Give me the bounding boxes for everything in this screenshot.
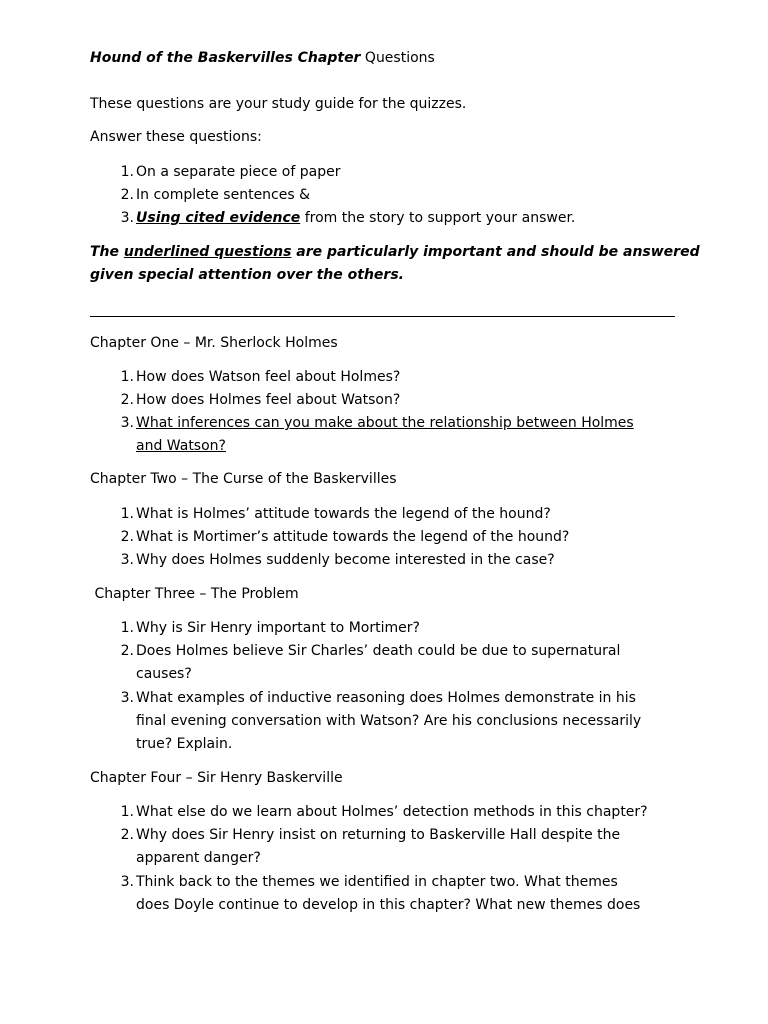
question-text: How does Holmes feel about Watson? (136, 392, 401, 408)
question-text: Why does Sir Henry insist on returning to Baskerville Hall despite the (136, 827, 621, 843)
question-number: 1. (120, 506, 134, 522)
intro-line-1: These questions are your study guide for the quizzes. (90, 96, 467, 112)
note-underlined: underlined questions (123, 244, 292, 260)
question-text: Why is Sir Henry important to Mortimer? (136, 620, 420, 636)
question-text: causes? (136, 666, 192, 682)
important-note-line-2: given special attention over the others. (90, 267, 404, 283)
question-text-underlined: and Watson? (136, 438, 226, 454)
question-text: How does Watson feel about Holmes? (136, 369, 401, 385)
question-number: 3. (120, 690, 134, 706)
question-text: Think back to the themes we identified in chapter two. What themes (136, 874, 618, 890)
cited-evidence-emphasis: Using cited evidence (136, 210, 301, 226)
question-text-underlined: What inferences can you make about the relationship between Holmes (136, 415, 634, 431)
chapter-heading: Chapter One – Mr. Sherlock Holmes (90, 335, 338, 351)
note-prefix: The (90, 244, 124, 260)
question-text: Does Holmes believe Sir Charles’ death could be due to supernatural (136, 643, 621, 659)
question-number: 2. (120, 392, 134, 408)
question-text: What examples of inductive reasoning does Holmes demonstrate in his (136, 690, 636, 706)
question-number: 3. (120, 415, 134, 431)
instruction-number: 3. (120, 210, 134, 226)
question-number: 2. (120, 529, 134, 545)
instruction-text: On a separate piece of paper (136, 164, 341, 180)
question-text: What else do we learn about Holmes’ detection methods in this chapter? (136, 804, 648, 820)
question-text: true? Explain. (136, 736, 233, 752)
question-number: 2. (120, 643, 134, 659)
question-number: 1. (120, 804, 134, 820)
note-suffix: are particularly important and should be answered (291, 244, 700, 260)
important-note-line-1 (90, 242, 700, 262)
instruction-number: 1. (120, 164, 134, 180)
question-number: 2. (120, 827, 134, 843)
question-text: Why does Holmes suddenly become interested in the case? (136, 552, 555, 568)
section-divider (90, 316, 675, 317)
document-title (90, 48, 435, 68)
instruction-number: 2. (120, 187, 134, 203)
question-number: 1. (120, 620, 134, 636)
question-text: final evening conversation with Watson? Are his conclusions necessarily (136, 713, 642, 729)
question-number: 3. (120, 874, 134, 890)
chapter-heading: Chapter Four – Sir Henry Baskerville (90, 770, 343, 786)
chapter-heading: Chapter Three – The Problem (90, 586, 299, 602)
question-text: What is Mortimer’s attitude towards the legend of the hound? (136, 529, 570, 545)
title-italic: Hound of the Baskervilles Chapter (90, 50, 361, 66)
instruction-text: In complete sentences & (136, 187, 311, 203)
question-text: apparent danger? (136, 850, 261, 866)
intro-line-2: Answer these questions: (90, 129, 262, 145)
title-plain: Questions (360, 50, 435, 66)
question-number: 3. (120, 552, 134, 568)
instruction-text (136, 208, 575, 228)
question-text: What is Holmes’ attitude towards the legend of the hound? (136, 506, 551, 522)
question-number: 1. (120, 369, 134, 385)
instruction-text-rest: from the story to support your answer. (300, 210, 576, 226)
chapter-heading: Chapter Two – The Curse of the Baskervilles (90, 471, 397, 487)
document-page (90, 0, 700, 1024)
question-text: does Doyle continue to develop in this chapter? What new themes does (136, 897, 641, 913)
